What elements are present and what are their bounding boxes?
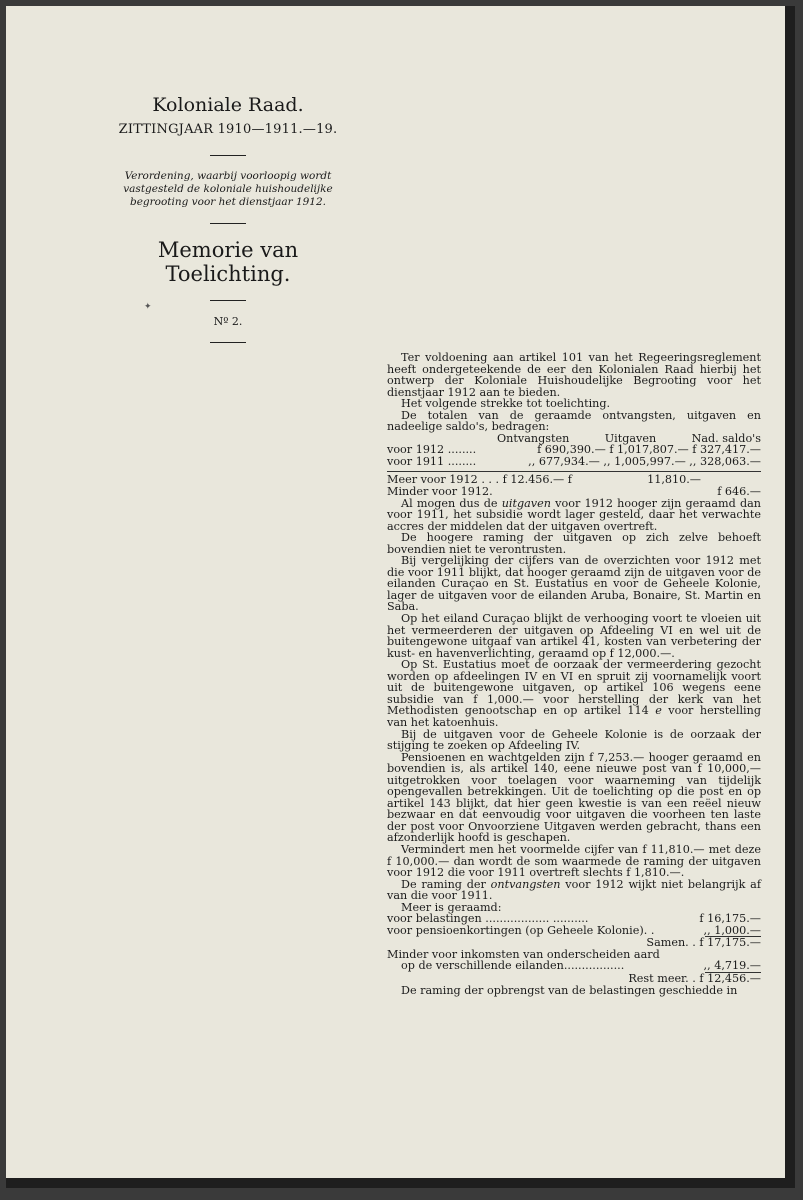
paragraph: Bij vergelijking der cijfers van de overzichten voor 1912 met die voor 1911 blijkt, dat hooger geraamd zijn de uitgaven voor de eilanden Curaçao en St. Eustatius en voor de Geheele Kolonie, lager de uitgaven voor de eilanden Aruba, Bonaire, St. Martin en Saba. — [387, 554, 761, 614]
ink-speck: ✦ — [144, 302, 152, 312]
divider — [210, 223, 246, 224]
paragraph: Op St. Eustatius moet de oorzaak der vermeerdering gezocht worden op afdeelingen IV en VI en spruit zij voornamelijk voort uit de buitengewone uitgaven, op artikel 106 wegens eene subsidie van f 1,000.— voor herstelling der kerk van het Methodisten genootschap en op artikel 114 e voor herstelling van het katoenhuis. — [387, 658, 761, 729]
verordening-text: Verordening, waarbij voorloopig wordt vastgesteld de koloniale huishoudelijke begrooting voor het dienstjaar 1912. — [123, 170, 333, 208]
divider — [210, 300, 246, 301]
meer-row: Meer voor 1912 . . . f 12.456.— f 11,810.— — [387, 473, 701, 487]
paragraph: De totalen van de geraamde ontvangsten, uitgaven en nadeelige saldo's, bedragen: — [387, 408, 761, 434]
table-row: voor 1911 ........ ,, 677,934.— ,, 1,005,997.— ,, 328,063.— — [387, 454, 761, 468]
table-rule — [387, 471, 761, 472]
paragraph: Bij de uitgaven voor de Geheele Kolonie is de oorzaak der stijging te zoeken op Afdeeling IV. — [387, 727, 761, 753]
col-uitgaven: Uitgaven — [604, 431, 657, 445]
memorie-heading: Memorie van Toelichting. — [157, 238, 299, 286]
samen-total: Samen. . f 17,175.— — [646, 936, 761, 950]
scan-edge — [785, 6, 795, 1188]
paragraph: Minder voor inkomsten van onderscheiden aard — [387, 947, 660, 961]
document-page — [6, 6, 795, 1188]
session-line: ZITTINGJAAR 1910—1911.—19. — [118, 122, 338, 137]
paragraph: Op het eiland Curaçao blijkt de verhooging voort te vloeien uit het vermeerderen der uitgaven op Afdeeling VI en wel uit de buitengewone uitgaaf van artikel 41, kosten van verbetering der kust- en havenverlichting, geraamd op f 12,000.—. — [387, 612, 761, 660]
paragraph: Vermindert men het voormelde cijfer van f 11,810.— met deze f 10,000.— dan wordt de som waarmede de raming der uitgaven voor 1912 die voor 1911 overtreft slechts f 1,810.—. — [387, 842, 761, 880]
col-ontvangsten: Ontvangsten — [497, 431, 570, 445]
paragraph: Meer is geraamd: — [401, 900, 502, 914]
document-number: Nº 2. — [213, 315, 243, 328]
paragraph: Ter voldoening aan artikel 101 van het Regeeringsreglement heeft ondergeteekende de eer den Kolonialen Raad hierbij het ontwerp der Koloniale Huishoudelijke Begrooting voor het dienstjaar 1912 aan te bieden. — [387, 351, 761, 399]
rest-total: Rest meer. . f 12,456.— — [628, 971, 761, 985]
scan-edge — [6, 1178, 795, 1188]
amount-row: voor pensioenkortingen (op Geheele Kolonie). . ,, 1,000.— — [387, 923, 761, 937]
paragraph: Het volgende strekke tot toelichting. — [401, 397, 611, 411]
header-block — [94, 94, 362, 357]
paragraph: Al mogen dus de uitgaven voor 1912 hooger zijn geraamd dan voor 1911, het subsidie wordt lager gesteld, daar het verwachte accres der middelen dat der uitgaven overtreft. — [387, 496, 761, 533]
table-row: voor 1912 ........ f 690,390.— f 1,017,807.— f 327,417.— — [387, 443, 761, 457]
col-saldo: Nad. saldo's — [691, 431, 761, 445]
divider — [210, 342, 246, 343]
amount-row: voor belastingen .................. .......... f 16,175.— — [387, 912, 761, 926]
paragraph: Pensioenen en wachtgelden zijn f 7,253.— hooger geraamd en bovendien is, als artikel 140, eene nieuwe post van f 10,000,— uitgetrokken voor toelagen voor waarneming van tijdelijk opengevallen betrekkingen. Uit de toelichting op die post en op artikel 143 blijkt, dat hier geen kwestie is van een reëel nieuw bezwaar en dat eenvoudig voor uitgaven die voorheen ten laste der post voor Onvoorziene Uitgaven werden gebracht, thans een afzonderlijk hoofd is geschapen. — [387, 750, 761, 845]
minder-row: Minder voor 1912. f 646.— — [387, 485, 761, 499]
body-text — [387, 352, 761, 996]
paragraph: De hoogere raming der uitgaven op zich zelve behoeft bovendien niet te verontrusten. — [387, 531, 761, 556]
paragraph: De raming der opbrengst van de belastingen geschiedde in — [401, 983, 738, 997]
paragraph: De raming der ontvangsten voor 1912 wijkt niet belangrijk af van die voor 1911. — [387, 877, 761, 903]
page-title: Koloniale Raad. — [152, 94, 304, 116]
amount-row: op de verschillende eilanden................. ,, 4,719.— — [401, 959, 761, 973]
divider — [210, 155, 246, 156]
